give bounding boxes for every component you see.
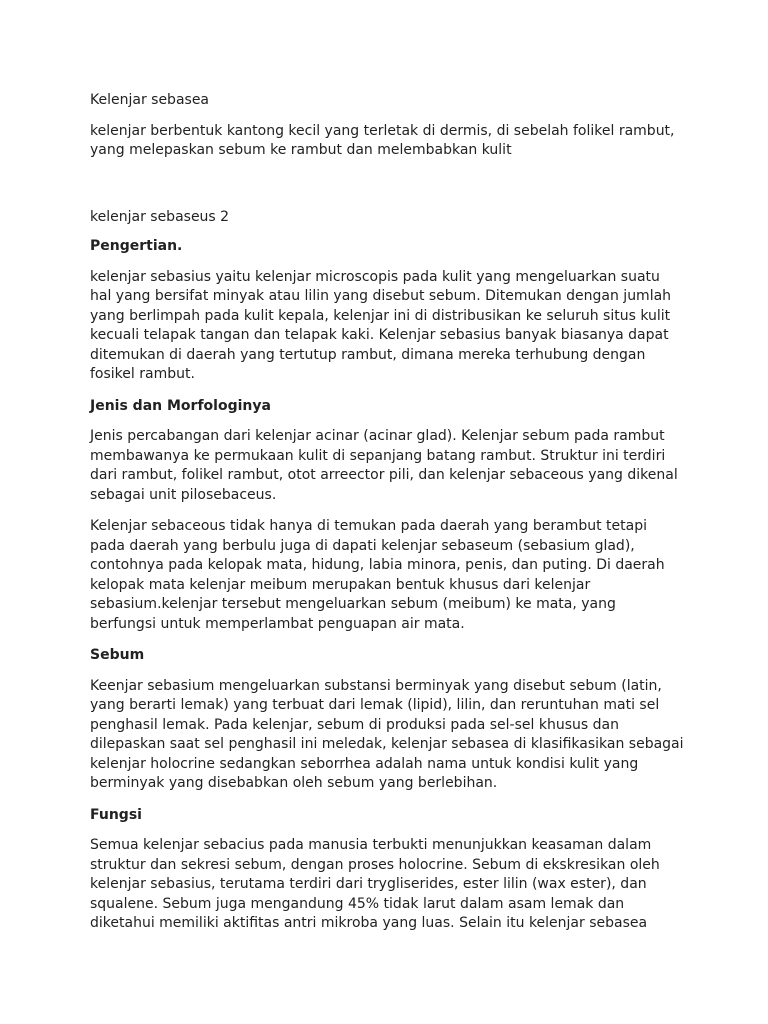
sebum-paragraph: Keenjar sebasium mengeluarkan substansi berminyak yang disebut sebum (latin, yang berarti lemak) yang terbuat dari lemak (lipid), lilin, dan reruntuhan mati sel penghasil lemak. Pada kelenjar, sebum di produksi pada sel-sel khusus dan dilepaskan saat sel penghasil ini meledak, kelenjar sebasea di klasifikasikan sebagai kelenjar holocrine sedangkan seborrhea adalah nama untuk kondisi kulit yang berminyak yang disebabkan oleh sebum yang berlebihan. [90,677,684,791]
document-body [90,91,690,946]
jenis-paragraph-1: Jenis percabangan dari kelenjar acinar (acinar glad). Kelenjar sebum pada rambut membawanya ke permukaan kulit di sepanjang batang rambut. Struktur ini terdiri dari rambut, folikel rambut, otot arreector pili, dan kelenjar sebaceous yang dikenal sebagai unit pilosebaceus. [90,428,678,503]
jenis-paragraph-2: Kelenjar sebaceous tidak hanya di temukan pada daerah yang berambut tetapi pada daerah yang berbulu juga di dapati kelenjar sebaseum (sebasium glad), contohnya pada kelopak mata, hidung, labia minora, penis, dan puting. Di daerah kelopak mata kelenjar meibum merupakan bentuk khusus dari kelenjar sebasium.kelenjar tersebut mengeluarkan sebum (meibum) ke mata, yang berfungsi untuk memperlambat penguapan air mata. [90,518,665,632]
section-heading-pengertian: Pengertian. [90,238,183,254]
section-heading-sebum: Sebum [90,647,145,663]
document-title: Kelenjar sebasea [90,92,210,108]
pengertian-paragraph: kelenjar sebasius yaitu kelenjar microscopis pada kulit yang mengeluarkan suatu hal yang bersifat minyak atau lilin yang disebut sebum. Ditemukan dengan jumlah yang berlimpah pada kulit kepala, kelenjar ini di distribusikan ke seluruh situs kulit kecuali telapak tangan dan telapak kaki. Kelenjar sebasius banyak biasanya dapat ditemukan di daerah yang tertutup rambut, dimana mereka terhubung dengan fosikel rambut. [90,268,672,382]
section-heading-fungsi: Fungsi [90,806,142,823]
section-heading-jenis-dan-morfologinya: Jenis dan Morfologinya [90,397,271,414]
intro-paragraph: kelenjar berbentuk kantong kecil yang terletak di dermis, di sebelah folikel rambut, yang melepaskan sebum ke rambut dan melembabkan kulit [90,122,675,158]
fungsi-paragraph: Semua kelenjar sebacius pada manusia terbukti menunjukkan keasaman dalam struktur dan sekresi sebum, dengan proses holocrine. Sebum di ekskresikan oleh kelenjar sebasius, terutama terdiri dari trygliserides, ester lilin (wax ester), dan squalene. Sebum juga mengandung 45% tidak larut dalam asam lemak dan diketahui memiliki aktifitas antri mikroba yang luas. Selain itu kelenjar sebasea [90,837,660,931]
document-subtitle: kelenjar sebaseus 2 [90,208,230,225]
